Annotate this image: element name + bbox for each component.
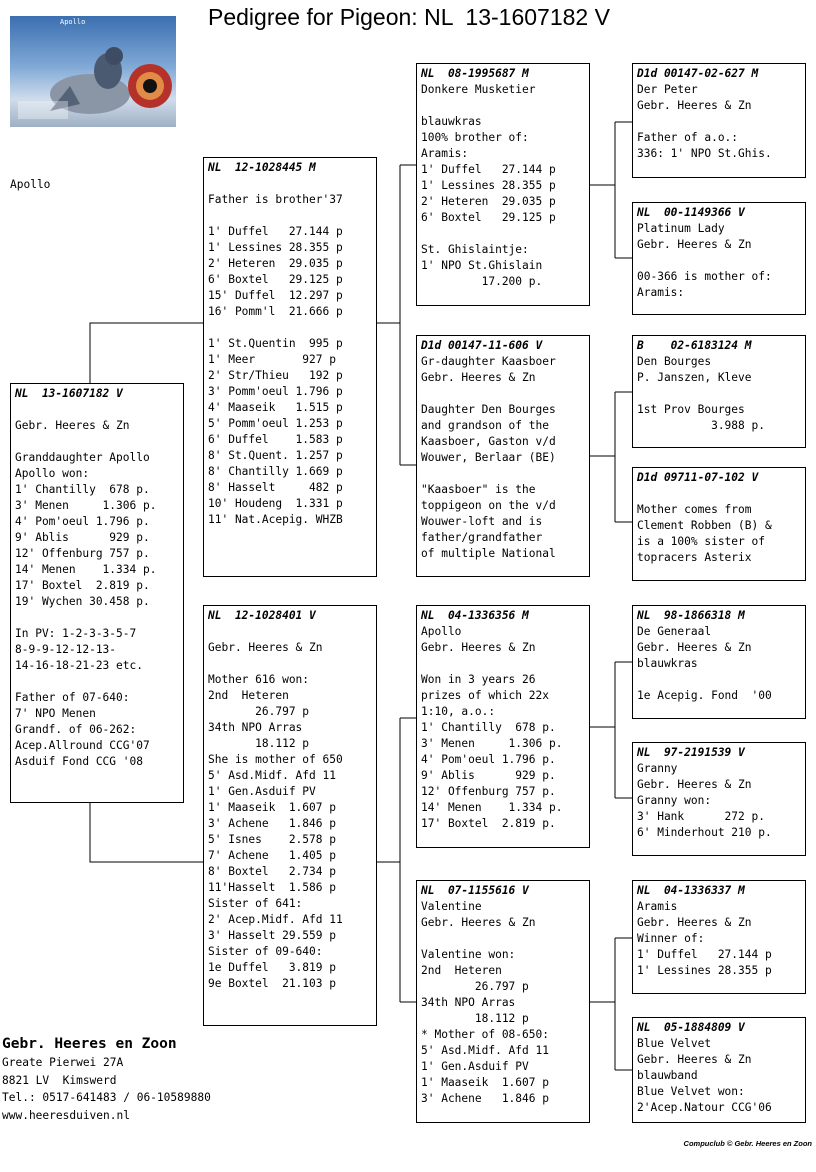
pedigree-text-line: 1' St.Quentin 995 p (208, 337, 343, 350)
pedigree-text-line (637, 114, 801, 130)
pedigree-text-line (421, 386, 585, 402)
pedigree-text-line: 8' Hasselt 482 p (208, 481, 343, 494)
pedigree-text-line: Wouwer, Berlaar (BE) (421, 451, 556, 464)
pedigree-text-line: Daughter Den Bourges (421, 403, 556, 416)
pedigree-text-line: St. Ghislaintje: (421, 243, 529, 256)
pedigree-text-line: Gebr. Heeres & Zn (637, 238, 752, 251)
subject-ring-number: NL 13-1607182 V (15, 387, 123, 400)
pedigree-text-line: "Kaasboer" is the (421, 483, 536, 496)
breeder-name: Gebr. Heeres en Zoon (2, 1036, 177, 1052)
pedigree-text-line: 9' Ablis 929 p. (421, 769, 556, 782)
pedigree-text-line: 17' Boxtel 2.819 p. (15, 579, 150, 592)
pedigree-text-line: Asduif Fond CCG '08 (15, 755, 143, 768)
pedigree-text-line: Platinum Lady (637, 222, 725, 235)
pedigree-text-line: Donkere Musketier (421, 83, 536, 96)
pedigree-text-line: 6' Boxtel 29.125 p (208, 273, 343, 286)
pedigree-text-line (637, 253, 801, 269)
maternal-grandfather-box (416, 605, 590, 848)
pedigree-text-line: 2nd Heteren (421, 964, 502, 977)
great-grandparent-details (637, 624, 801, 704)
pedigree-text-line: Gebr. Heeres & Zn (421, 641, 536, 654)
pedigree-text-line: Gebr. Heeres & Zn (421, 371, 536, 384)
mother-details (208, 624, 372, 992)
great-grandparent-box (632, 742, 806, 856)
pedigree-text-line: 3' Menen 1.306 p. (421, 737, 563, 750)
pedigree-text-line: Der Peter (637, 83, 698, 96)
pedigree-text-line: 1' Lessines 28.355 p (208, 241, 343, 254)
pedigree-text-line: 1st Prov Bourges (637, 403, 745, 416)
father-ring-number: NL 12-1028445 M (208, 161, 316, 174)
pedigree-text-line: 6' Minderhout 210 p. (637, 826, 772, 839)
pedigree-text-line: 8' Chantilly 1.669 p (208, 465, 343, 478)
pedigree-text-line: 4' Maaseik 1.515 p (208, 401, 343, 414)
pedigree-text-line: 1e Acepig. Fond '00 (637, 689, 772, 702)
pedigree-text-line: 11'Hasselt 1.586 p (208, 881, 336, 894)
pedigree-text-line: Father of 07-640: (15, 691, 130, 704)
pedigree-text-line: 1' Duffel 27.144 p (208, 225, 343, 238)
pedigree-text-line: Granny won: (637, 794, 712, 807)
mother-ring-number: NL 12-1028401 V (208, 609, 316, 622)
pedigree-text-line: Gebr. Heeres & Zn (637, 99, 752, 112)
pedigree-text-line: Grandf. of 06-262: (15, 723, 137, 736)
pigeon-eye-image (10, 16, 176, 127)
pedigree-text-line: Aramis (637, 900, 678, 913)
pedigree-text-line: 2' Acep.Midf. Afd 11 (208, 913, 343, 926)
subject-details (15, 402, 179, 770)
pedigree-text-line: 18.112 p (208, 737, 310, 750)
pedigree-text-line: Clement Robben (B) & (637, 519, 772, 532)
pedigree-text-line: Father is brother'37 (208, 193, 343, 206)
great-grandparent-box (632, 1017, 806, 1123)
pedigree-text-line: Apollo (421, 625, 462, 638)
paternal-grandfather-box (416, 63, 590, 306)
pedigree-text-line: 1' Gen.Asduif PV (208, 785, 316, 798)
maternal-grandfather-details (421, 624, 585, 832)
pedigree-text-line: 12' Offenburg 757 p. (421, 785, 556, 798)
pedigree-text-line: 26.797 p (208, 705, 310, 718)
pedigree-text-line: 15' Duffel 12.297 p (208, 289, 343, 302)
pedigree-text-line: Blue Velvet (637, 1037, 712, 1050)
breeder-city: 8821 LV Kimswerd (2, 1073, 117, 1087)
pedigree-text-line (421, 466, 585, 482)
pedigree-text-line: Gebr. Heeres & Zn (637, 641, 752, 654)
pedigree-text-line: 5' Isnes 2.578 p (208, 833, 336, 846)
paternal-grandmother-box (416, 335, 590, 577)
pedigree-text-line: 1' Chantilly 678 p. (15, 483, 150, 496)
pedigree-text-line (208, 656, 372, 672)
great-grandparent-details (637, 486, 801, 566)
pedigree-text-line: and grandson of the (421, 419, 549, 432)
pedigree-text-line: 6' Duffel 1.583 p (208, 433, 343, 446)
pedigree-text-line: Granddaughter Apollo (15, 451, 150, 464)
pedigree-text-line: 1' Maaseik 1.607 p (208, 801, 336, 814)
pedigree-text-line: 10' Houdeng 1.331 p (208, 497, 343, 510)
pedigree-text-line: Sister of 641: (208, 897, 303, 910)
paternal-grandfather-details (421, 82, 585, 290)
pedigree-text-line: 11' Nat.Acepig. WHZB (208, 513, 343, 526)
great-grandparent-ring: B 02-6183124 M (637, 339, 752, 352)
pedigree-text-line: Mother comes from (637, 503, 752, 516)
great-grandparent-box (632, 605, 806, 719)
great-grandparent-details (637, 899, 801, 979)
pedigree-text-line: 1' Gen.Asduif PV (421, 1060, 529, 1073)
pedigree-text-line: 34th NPO Arras (421, 996, 516, 1009)
pedigree-text-line: 17.200 p. (421, 275, 543, 288)
pedigree-text-line: 14' Menen 1.334 p. (421, 801, 563, 814)
father-details (208, 176, 372, 528)
pedigree-text-line: 18.112 p (421, 1012, 529, 1025)
pedigree-text-line: Gebr. Heeres & Zn (637, 1053, 752, 1066)
paternal-grandfather-ring: NL 08-1995687 M (421, 67, 529, 80)
breeder-website[interactable]: www.heeresduiven.nl (2, 1108, 130, 1122)
pedigree-text-line: In PV: 1-2-3-3-5-7 (15, 627, 137, 640)
pedigree-text-line: 3' Achene 1.846 p (208, 817, 336, 830)
pedigree-text-line: prizes of which 22x (421, 689, 549, 702)
pedigree-text-line: * Mother of 08-650: (421, 1028, 549, 1041)
pedigree-text-line: 8-9-9-12-12-13- (15, 643, 117, 656)
pedigree-text-line: 3.988 p. (637, 419, 765, 432)
photo-caption: Apollo (60, 18, 86, 26)
great-grandparent-details (637, 354, 801, 434)
pedigree-text-line: 8' Boxtel 2.734 p (208, 865, 336, 878)
pedigree-text-line: blauwkras (637, 657, 698, 670)
pedigree-text-line: Gebr. Heeres & Zn (637, 778, 752, 791)
pedigree-text-line: She is mother of 650 (208, 753, 343, 766)
great-grandparent-details (637, 1036, 801, 1116)
pedigree-text-line: 1' Lessines 28.355 p (637, 964, 772, 977)
pedigree-text-line: 2' Heteren 29.035 p (421, 195, 556, 208)
pedigree-text-line: 14' Menen 1.334 p. (15, 563, 157, 576)
pedigree-text-line: 1:10, a.o.: (421, 705, 496, 718)
maternal-grandmother-box (416, 880, 590, 1123)
pedigree-text-line: 1' Duffel 27.144 p (637, 948, 772, 961)
great-grandparent-box (632, 202, 806, 315)
maternal-grandmother-details (421, 899, 585, 1107)
pedigree-text-line: 1e Duffel 3.819 p (208, 961, 336, 974)
pedigree-text-line: is a 100% sister of (637, 535, 765, 548)
pedigree-text-line: 3' Achene 1.846 p (421, 1092, 549, 1105)
pedigree-text-line: Gebr. Heeres & Zn (421, 916, 536, 929)
pedigree-text-line: 8' St.Quent. 1.257 p (208, 449, 343, 462)
pedigree-text-line: blauwband (637, 1069, 698, 1082)
great-grandparent-details (637, 761, 801, 841)
pedigree-text-line: 00-366 is mother of: (637, 270, 772, 283)
pedigree-text-line: toppigeon on the v/d (421, 499, 556, 512)
breeder-phone: Tel.: 0517-641483 / 06-10589880 (2, 1091, 211, 1104)
pedigree-text-line: 1' NPO St.Ghislain (421, 259, 543, 272)
pedigree-text-line: 6' Boxtel 29.125 p (421, 211, 556, 224)
breeder-info (2, 1034, 211, 1124)
pedigree-text-line: Valentine (421, 900, 482, 913)
pedigree-text-line: Gebr. Heeres & Zn (637, 916, 752, 929)
pedigree-text-line: Den Bourges (637, 355, 712, 368)
pedigree-text-line: 5' Pomm'oeul 1.253 p (208, 417, 343, 430)
pedigree-text-line: 34th NPO Arras (208, 721, 303, 734)
pedigree-text-line: 7' NPO Menen (15, 707, 96, 720)
pedigree-text-line: Gebr. Heeres & Zn (208, 641, 323, 654)
pedigree-text-line: Won in 3 years 26 (421, 673, 536, 686)
pedigree-text-line: Gebr. Heeres & Zn (15, 419, 130, 432)
pedigree-text-line: 1' Chantilly 678 p. (421, 721, 556, 734)
pedigree-text-line (421, 931, 585, 947)
footer-credit: Compuclub © Gebr. Heeres en Zoon (683, 1139, 812, 1148)
pedigree-text-line: Apollo won: (15, 467, 90, 480)
pedigree-text-line (637, 486, 801, 502)
pedigree-text-line: 4' Pom'oeul 1.796 p. (421, 753, 556, 766)
breeder-address: Greate Pierwei 27A (2, 1056, 124, 1069)
great-grandparent-ring: NL 04-1336337 M (637, 884, 745, 897)
pedigree-text-line (421, 98, 585, 114)
pedigree-text-line (637, 386, 801, 402)
great-grandparent-ring: D1d 00147-02-627 M (637, 67, 759, 80)
great-grandparent-ring: NL 97-2191539 V (637, 746, 745, 759)
paternal-grandmother-ring: D1d 00147-11-606 V (421, 339, 543, 352)
pedigree-text-line: 26.797 p (421, 980, 529, 993)
pedigree-text-line: 1' Duffel 27.144 p (421, 163, 556, 176)
great-grandparent-ring: NL 98-1866318 M (637, 609, 745, 622)
pedigree-text-line (208, 208, 372, 224)
pigeon-photo (10, 16, 176, 127)
pedigree-text-line: 14-16-18-21-23 etc. (15, 659, 143, 672)
pedigree-text-line: 9' Ablis 929 p. (15, 531, 150, 544)
page-title: Pedigree for Pigeon: NL 13-1607182 V (208, 4, 610, 30)
pedigree-text-line: 5' Asd.Midf. Afd 11 (208, 769, 336, 782)
great-grandparent-ring: D1d 09711-07-102 V (637, 471, 759, 484)
pedigree-text-line: 9e Boxtel 21.103 p (208, 977, 336, 990)
pedigree-text-line: 4' Pom'oeul 1.796 p. (15, 515, 150, 528)
pedigree-text-line: Aramis: (637, 286, 685, 299)
pedigree-text-line: 3' Pomm'oeul 1.796 p (208, 385, 343, 398)
pedigree-text-line (15, 402, 179, 418)
pedigree-text-line (208, 176, 372, 192)
great-grandparent-box (632, 880, 806, 994)
pedigree-text-line: Father of a.o.: (637, 131, 739, 144)
pedigree-text-line: 3' Hasselt 29.559 p (208, 929, 336, 942)
great-grandparent-details (637, 221, 801, 301)
pedigree-text-line: topracers Asterix (637, 551, 752, 564)
pedigree-text-line (15, 674, 179, 690)
pedigree-text-line (421, 656, 585, 672)
pedigree-text-line: 1' Lessines 28.355 p (421, 179, 556, 192)
pedigree-text-line: Aramis: (421, 147, 469, 160)
pedigree-text-line (421, 226, 585, 242)
pedigree-text-line: 12' Offenburg 757 p. (15, 547, 150, 560)
pedigree-text-line: Winner of: (637, 932, 705, 945)
pedigree-text-line: of multiple National (421, 547, 556, 560)
great-grandparent-ring: NL 00-1149366 V (637, 206, 745, 219)
pedigree-text-line: 336: 1' NPO St.Ghis. (637, 147, 772, 160)
pedigree-text-line: 2' Str/Thieu 192 p (208, 369, 343, 382)
maternal-grandfather-ring: NL 04-1336356 M (421, 609, 529, 622)
pedigree-text-line: blauwkras (421, 115, 482, 128)
pedigree-text-line (208, 320, 372, 336)
subject-name: Apollo (10, 178, 51, 191)
pedigree-text-line: Kaasboer, Gaston v/d (421, 435, 556, 448)
great-grandparent-box (632, 467, 806, 581)
pedigree-text-line: Granny (637, 762, 678, 775)
great-grandparent-details (637, 82, 801, 162)
pedigree-text-line: De Generaal (637, 625, 712, 638)
pedigree-text-line: 7' Achene 1.405 p (208, 849, 336, 862)
pedigree-text-line: P. Janszen, Kleve (637, 371, 752, 384)
pedigree-text-line: Mother 616 won: (208, 673, 310, 686)
pedigree-text-line: 2'Acep.Natour CCG'06 (637, 1101, 772, 1114)
pedigree-text-line: 100% brother of: (421, 131, 529, 144)
mother-box (203, 605, 377, 1026)
pedigree-text-line (15, 610, 179, 626)
pedigree-text-line: 2nd Heteren (208, 689, 289, 702)
pedigree-text-line: Sister of 09-640: (208, 945, 323, 958)
pedigree-text-line: 1' Meer 927 p (208, 353, 336, 366)
pedigree-text-line (637, 672, 801, 688)
pedigree-text-line: 17' Boxtel 2.819 p. (421, 817, 556, 830)
pedigree-text-line (15, 434, 179, 450)
pedigree-text-line: 5' Asd.Midf. Afd 11 (421, 1044, 549, 1057)
pedigree-text-line: Gr-daughter Kaasboer (421, 355, 556, 368)
pedigree-text-line: 1' Maaseik 1.607 p (421, 1076, 549, 1089)
pedigree-text-line: Wouwer-loft and is (421, 515, 543, 528)
pedigree-text-line (208, 624, 372, 640)
pedigree-text-line: 16' Pomm'l 21.666 p (208, 305, 343, 318)
pedigree-text-line: 3' Hank 272 p. (637, 810, 765, 823)
pedigree-text-line: Blue Velvet won: (637, 1085, 745, 1098)
pedigree-text-line: father/grandfather (421, 531, 543, 544)
father-box (203, 157, 377, 577)
great-grandparent-ring: NL 05-1884809 V (637, 1021, 745, 1034)
pedigree-text-line: 3' Menen 1.306 p. (15, 499, 157, 512)
pedigree-text-line: 2' Heteren 29.035 p (208, 257, 343, 270)
pedigree-text-line: Acep.Allround CCG'07 (15, 739, 150, 752)
maternal-grandmother-ring: NL 07-1155616 V (421, 884, 529, 897)
great-grandparent-box (632, 63, 806, 178)
paternal-grandmother-details (421, 354, 585, 562)
pedigree-text-line: 19' Wychen 30.458 p. (15, 595, 150, 608)
great-grandparent-box (632, 335, 806, 448)
subject-pigeon-box (10, 383, 184, 803)
pedigree-text-line: Valentine won: (421, 948, 516, 961)
